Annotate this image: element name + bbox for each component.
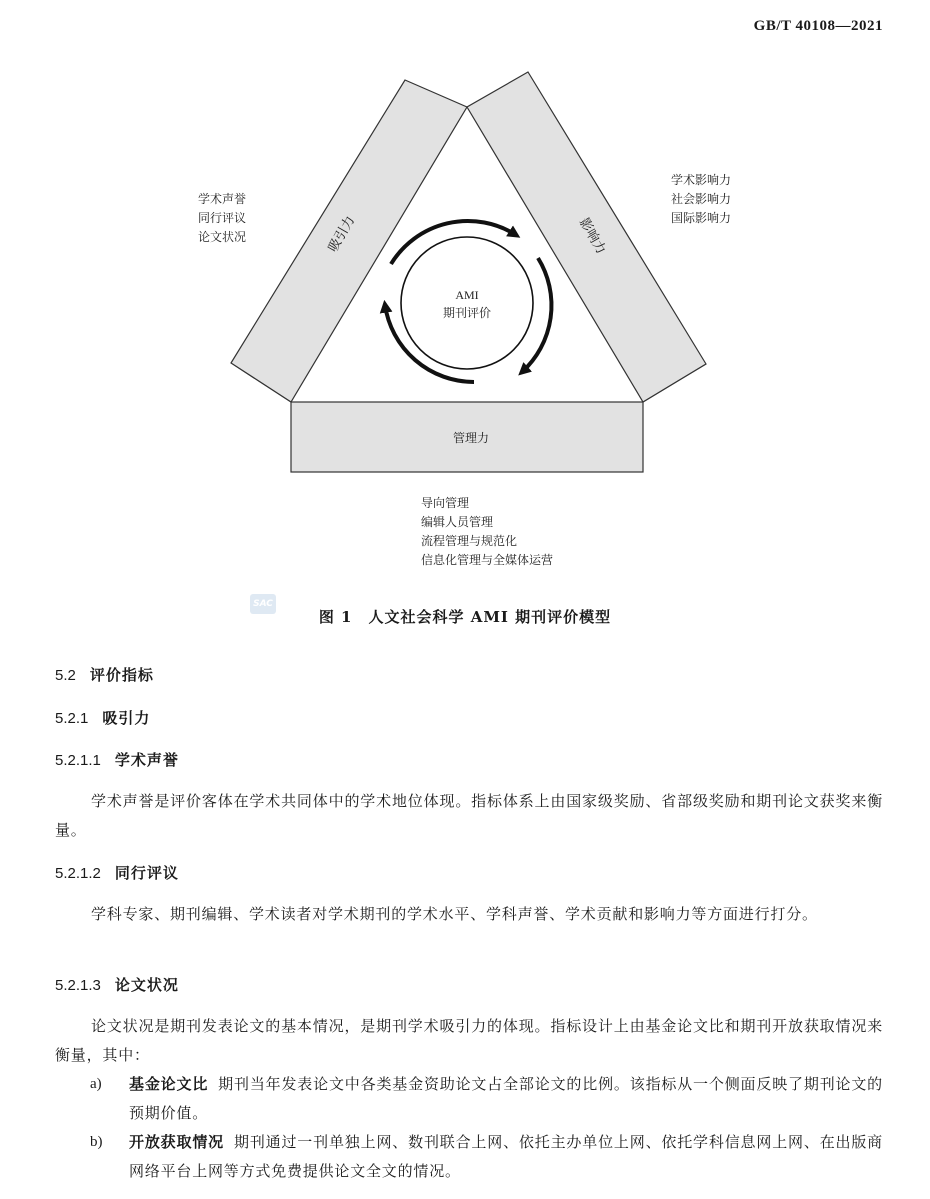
section-title: 评价指标 [89, 666, 154, 684]
note-item: 学术声誉 [198, 192, 247, 206]
section-number: 5.2.1.1 [55, 752, 101, 769]
paragraph-paper-status: 论文状况是期刊发表论文的基本情况，是期刊学术吸引力的体现。指标设计上由基金论文比和期刊开放获取情况来衡量，其中： [55, 1017, 883, 1064]
influence-label: 影响力 [575, 215, 609, 257]
note-item: 导向管理 [421, 496, 470, 510]
paragraph-academic-reputation: 学术声誉是评价客体在学术共同体中的学术地位体现。指标体系上由国家级奖励、省部级奖励和期刊论文获奖来衡量。 [55, 792, 883, 839]
note-item: 编辑人员管理 [421, 515, 494, 529]
center-label-ami: AMI [455, 288, 479, 302]
list-term: 基金论文比 [129, 1075, 209, 1093]
list-item [90, 1070, 883, 1128]
sac-watermark: SAC [250, 594, 276, 614]
section-heading-5-2 [55, 664, 154, 685]
center-label-eval: 期刊评价 [442, 306, 492, 320]
section-heading-5-2-1 [55, 707, 150, 728]
section-number: 5.2.1.3 [55, 977, 101, 994]
section-heading-5-2-1-3 [55, 974, 179, 995]
section-title: 学术声誉 [114, 751, 179, 769]
standard-number: GB/T 40108—2021 [753, 18, 883, 34]
list-text: 期刊当年发表论文中各类基金资助论文占全部论文的比例。该指标从一个侧面反映了期刊论文的预期价值。 [129, 1075, 883, 1122]
influence-notes [671, 171, 731, 228]
section-number: 5.2 [55, 667, 76, 684]
note-item: 同行评议 [198, 211, 247, 225]
management-label: 管理力 [452, 431, 490, 445]
center-circle [401, 237, 533, 369]
note-item: 流程管理与规范化 [421, 534, 518, 548]
attraction-label: 吸引力 [325, 213, 359, 255]
section-title: 吸引力 [102, 709, 151, 727]
list-item [90, 1128, 883, 1186]
section-number: 5.2.1 [55, 710, 89, 727]
list-marker: b) [90, 1134, 103, 1150]
note-item: 社会影响力 [671, 192, 732, 206]
note-item: 信息化管理与全媒体运营 [421, 553, 554, 567]
list-text: 期刊通过一刊单独上网、数刊联合上网、依托主办单位上网、依托学科信息网上网、在出版商网络平台上网等方式免费提供论文全文的情况。 [129, 1133, 883, 1180]
section-title: 论文状况 [114, 976, 179, 994]
section-number: 5.2.1.2 [55, 865, 101, 882]
management-notes [421, 494, 553, 570]
paragraph-peer-review: 学科专家、期刊编辑、学术读者对学术期刊的学术水平、学科声誉、学术贡献和影响力等方面进行打分。 [91, 905, 818, 923]
section-heading-5-2-1-2 [55, 862, 179, 883]
note-item: 论文状况 [198, 230, 247, 244]
list-marker: a) [90, 1076, 102, 1092]
list-term: 开放获取情况 [129, 1133, 224, 1151]
section-heading-5-2-1-1 [55, 749, 179, 770]
figure-caption: 图 1 人文社会科学 AMI 期刊评价模型 [318, 608, 612, 626]
note-item: 学术影响力 [671, 173, 732, 187]
section-title: 同行评议 [114, 864, 179, 882]
note-item: 国际影响力 [671, 211, 732, 225]
attraction-notes [198, 190, 246, 247]
